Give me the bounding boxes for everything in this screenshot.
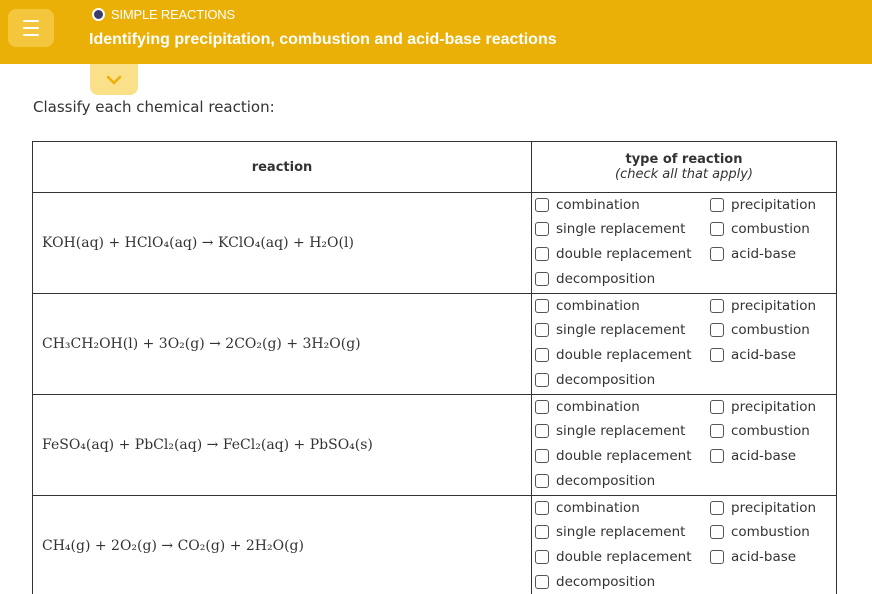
option-label: combination (556, 197, 640, 213)
option-label: combustion (731, 322, 810, 338)
checkbox[interactable] (535, 501, 549, 515)
option-label: combustion (731, 423, 810, 439)
checkbox[interactable] (535, 400, 549, 414)
option-combination[interactable] (535, 500, 640, 516)
option-label: acid-base (731, 448, 797, 464)
option-label: decomposition (556, 473, 656, 489)
option-decomposition[interactable] (535, 473, 655, 489)
option-label: acid-base (731, 347, 797, 363)
reaction-row (33, 193, 837, 294)
checkbox[interactable] (535, 474, 549, 488)
option-decomposition[interactable] (535, 574, 655, 590)
page-title: Identifying precipitation, combustion and acid-base reactions (89, 31, 557, 48)
reaction-equation: KOH(aq) + HClO₄(aq) → KClO₄(aq) + H₂O(l) (33, 193, 532, 294)
hamburger-icon (23, 20, 39, 22)
option-label: decomposition (556, 271, 656, 287)
reaction-table (32, 141, 837, 594)
option-label: precipitation (731, 500, 817, 516)
question-prompt: Classify each chemical reaction: (33, 98, 275, 116)
option-acid-base[interactable] (710, 246, 796, 262)
checkbox[interactable] (710, 449, 724, 463)
reaction-row (33, 395, 837, 496)
checkbox[interactable] (535, 198, 549, 212)
option-label: acid-base (731, 549, 797, 565)
checkbox[interactable] (710, 501, 724, 515)
option-label: double replacement (556, 549, 692, 565)
option-single-replacement[interactable] (535, 524, 685, 540)
checkbox[interactable] (535, 575, 549, 589)
reaction-type-options (532, 193, 837, 294)
checkbox[interactable] (710, 222, 724, 236)
option-precipitation[interactable] (710, 298, 816, 314)
option-label: combination (556, 298, 640, 314)
column-header-type-label: type of reaction (625, 152, 743, 167)
option-label: double replacement (556, 448, 692, 464)
option-combustion[interactable] (710, 322, 810, 338)
checkbox[interactable] (710, 348, 724, 362)
checkbox[interactable] (535, 299, 549, 313)
option-label: single replacement (556, 524, 686, 540)
option-label: combustion (731, 524, 810, 540)
option-single-replacement[interactable] (535, 221, 685, 237)
header-bar (0, 0, 872, 64)
checkbox[interactable] (535, 247, 549, 261)
topic-label: SIMPLE REACTIONS (111, 7, 235, 22)
checkbox[interactable] (710, 550, 724, 564)
option-label: precipitation (731, 298, 817, 314)
option-label: combination (556, 500, 640, 516)
option-label: single replacement (556, 423, 686, 439)
reaction-type-options (532, 496, 837, 594)
reaction-equation: CH₄(g) + 2O₂(g) → CO₂(g) + 2H₂O(g) (33, 496, 532, 594)
option-label: precipitation (731, 197, 817, 213)
reaction-row (33, 496, 837, 594)
checkbox[interactable] (710, 198, 724, 212)
checkbox[interactable] (535, 550, 549, 564)
option-precipitation[interactable] (710, 500, 816, 516)
column-header-type-hint: (check all that apply) (615, 167, 753, 182)
option-combination[interactable] (535, 197, 640, 213)
option-combustion[interactable] (710, 524, 810, 540)
option-precipitation[interactable] (710, 399, 816, 415)
option-label: combination (556, 399, 640, 415)
checkbox[interactable] (535, 272, 549, 286)
column-header-type (532, 142, 837, 193)
option-label: decomposition (556, 574, 656, 590)
option-single-replacement[interactable] (535, 322, 685, 338)
checkbox[interactable] (710, 525, 724, 539)
option-combustion[interactable] (710, 221, 810, 237)
menu-button[interactable] (8, 9, 54, 47)
checkbox[interactable] (710, 247, 724, 261)
option-precipitation[interactable] (710, 197, 816, 213)
option-label: double replacement (556, 347, 692, 363)
checkbox[interactable] (535, 323, 549, 337)
reaction-row (33, 294, 837, 395)
option-double-replacement[interactable] (535, 246, 692, 262)
option-acid-base[interactable] (710, 448, 796, 464)
option-label: acid-base (731, 246, 797, 262)
option-label: precipitation (731, 399, 817, 415)
checkbox[interactable] (710, 424, 724, 438)
option-label: combustion (731, 221, 810, 237)
option-single-replacement[interactable] (535, 423, 685, 439)
checkbox[interactable] (535, 525, 549, 539)
collapse-toggle[interactable] (90, 64, 138, 95)
option-combination[interactable] (535, 298, 640, 314)
option-acid-base[interactable] (710, 347, 796, 363)
reaction-equation: CH₃CH₂OH(l) + 3O₂(g) → 2CO₂(g) + 3H₂O(g) (33, 294, 532, 395)
checkbox[interactable] (535, 348, 549, 362)
progress-dot-icon (92, 8, 105, 21)
checkbox[interactable] (535, 424, 549, 438)
option-label: single replacement (556, 221, 686, 237)
option-double-replacement[interactable] (535, 549, 692, 565)
option-combination[interactable] (535, 399, 640, 415)
checkbox[interactable] (535, 373, 549, 387)
option-combustion[interactable] (710, 423, 810, 439)
chevron-down-icon (106, 75, 122, 85)
reaction-type-options (532, 395, 837, 496)
hamburger-icon (23, 27, 39, 29)
option-label: double replacement (556, 246, 692, 262)
option-label: single replacement (556, 322, 686, 338)
checkbox[interactable] (710, 323, 724, 337)
checkbox[interactable] (535, 222, 549, 236)
reaction-type-options (532, 294, 837, 395)
option-double-replacement[interactable] (535, 448, 692, 464)
checkbox[interactable] (535, 449, 549, 463)
option-decomposition[interactable] (535, 271, 655, 287)
option-double-replacement[interactable] (535, 347, 692, 363)
option-decomposition[interactable] (535, 372, 655, 388)
topic-line (92, 7, 235, 22)
hamburger-icon (23, 34, 39, 36)
reaction-equation: FeSO₄(aq) + PbCl₂(aq) → FeCl₂(aq) + PbSO₄(s) (33, 395, 532, 496)
checkbox[interactable] (710, 299, 724, 313)
option-label: decomposition (556, 372, 656, 388)
column-header-reaction: reaction (33, 142, 532, 193)
checkbox[interactable] (710, 400, 724, 414)
option-acid-base[interactable] (710, 549, 796, 565)
